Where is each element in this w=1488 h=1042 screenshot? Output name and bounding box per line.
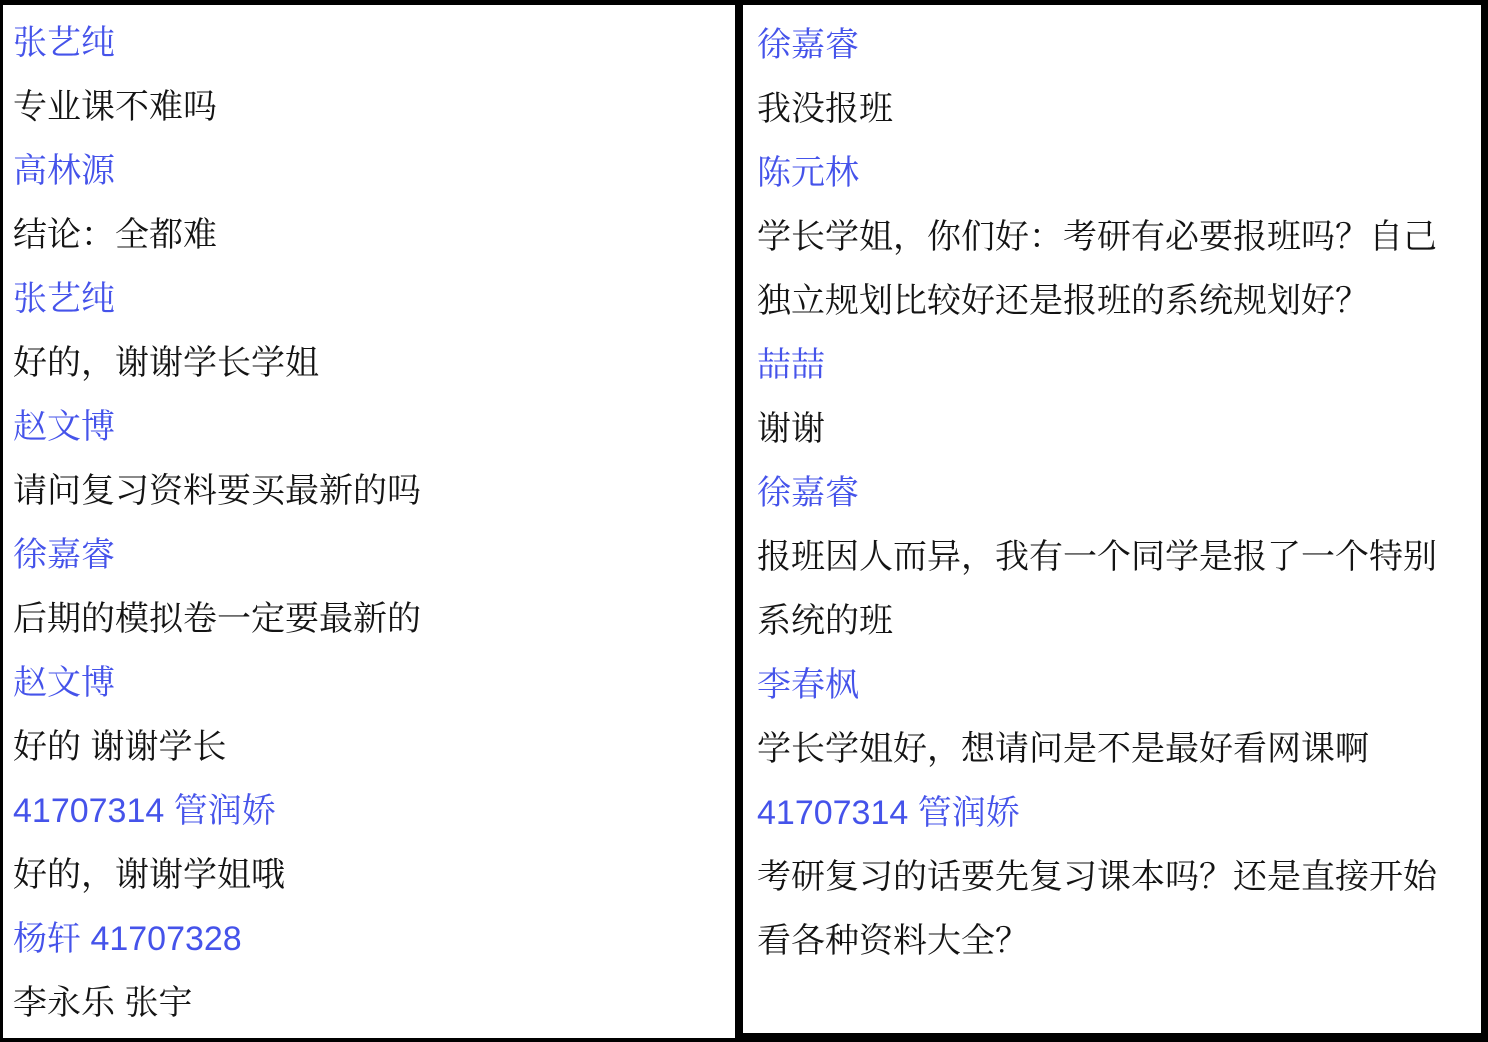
message-group [757, 333, 1457, 461]
message-text: 后期的模拟卷一定要最新的 [13, 600, 421, 638]
message-text: 学长学姐，你们好：考研有必要报班吗？自己独立规划比较好还是报班的系统规划好？ [757, 218, 1437, 320]
message-group [757, 13, 1457, 141]
message-text: 专业课不难吗 [13, 88, 217, 126]
message-group [13, 395, 725, 523]
sender-name: 徐嘉睿 [757, 474, 859, 512]
message-group [13, 651, 725, 779]
message-group [13, 779, 725, 907]
sender-name: 赵文博 [13, 408, 115, 446]
message-text: 考研复习的话要先复习课本吗？还是直接开始看各种资料大全？ [757, 858, 1437, 960]
message-text: 结论：全都难 [13, 216, 217, 254]
sender-name: 徐嘉睿 [757, 26, 859, 64]
chat-column-right-content [757, 13, 1457, 973]
message-group [13, 139, 725, 267]
chat-column-left [0, 0, 743, 1042]
message-text: 谢谢 [757, 410, 825, 448]
sender-name: 徐嘉睿 [13, 536, 115, 574]
message-text: 我没报班 [757, 90, 893, 128]
message-text: 李永乐 张宇 [13, 984, 193, 1022]
message-text: 请问复习资料要买最新的吗 [13, 472, 421, 510]
message-group [757, 653, 1457, 781]
message-group [757, 461, 1457, 653]
message-group [13, 11, 725, 139]
message-text: 学长学姐好，想请问是不是最好看网课啊 [757, 730, 1369, 768]
sender-name: 41707314 管润娇 [757, 794, 1020, 832]
chat-column-right [743, 0, 1488, 1042]
message-group [13, 907, 725, 1035]
sender-name: 张艺纯 [13, 24, 115, 62]
message-group [13, 523, 725, 651]
message-text: 好的，谢谢学长学姐 [13, 344, 319, 382]
message-group [757, 781, 1457, 973]
sender-name: 杨轩 41707328 [13, 920, 242, 958]
message-group [13, 267, 725, 395]
sender-name: 喆喆 [757, 346, 825, 384]
message-text: 好的，谢谢学姐哦 [13, 856, 285, 894]
sender-name: 张艺纯 [13, 280, 115, 318]
sender-name: 李春枫 [757, 666, 859, 704]
sender-name: 41707314 管润娇 [13, 792, 276, 830]
message-text: 报班因人而异，我有一个同学是报了一个特别系统的班 [757, 538, 1437, 640]
message-group [757, 141, 1457, 333]
message-text: 好的 谢谢学长 [13, 728, 227, 766]
sender-name: 高林源 [13, 152, 115, 190]
sender-name: 陈元林 [757, 154, 859, 192]
sender-name: 赵文博 [13, 664, 115, 702]
